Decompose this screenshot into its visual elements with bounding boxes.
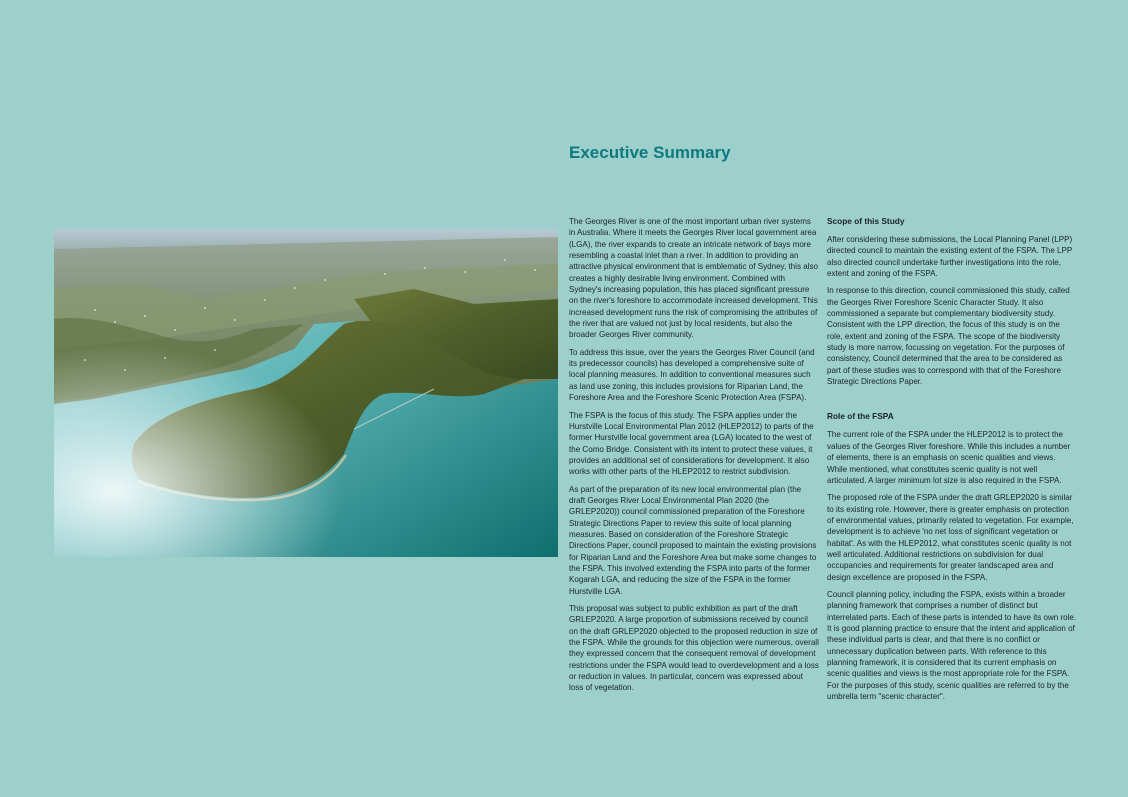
public-exhibition-paragraph: This proposal was subject to public exhibition as part of the draft GRLEP2020. A large proportion of submissions received by council on the draft GRLEP2020 objected to the proposed reduction in size of the FSPA. While the grounds for this objection were numerous, overall they expressed concern that the consequent removal of development restrictions under the FSPA would lead to overdevelopment and a loss or reduction in values. In particular, concern was expressed about loss of vegetation. bbox=[569, 604, 819, 693]
role-paragraph: The current role of the FSPA under the HLEP2012 is to protect the values of the Georges River foreshore. While this includes a number of elements, there is an emphasis on scenic qualities and views. While mentioned, what constitutes scenic quality is not well articulated. A larger minimum lot size is also required in the FSPA. bbox=[827, 430, 1071, 485]
scope-paragraph: In response to this direction, council commissioned this study, called the Georges River Foreshore Scenic Character Study. It also commissioned a separate but complementary biodiversity study. Consistent with the LPP direction, the focus of this study is on the role, extent and zoning of the FSPA. The scope of the biodiversity study is more narrow, focussing on vegetation. For the purposes of consistency, Council determined that the area to be considered as part of these studies was to correspond with that of the Foreshore Strategic Directions Paper. bbox=[827, 286, 1070, 387]
role-heading: Role of the FSPA bbox=[827, 411, 894, 422]
intro-paragraph: The Georges River is one of the most important urban river systems in Australia. Where it meets the Georges River local government area (LGA), the river expands to create an intricate network of bays more resembling a coastal inlet than a river. In addition to providing an attractive physical environment that is emblematic of Sydney, this also creates a highly desirable living environment. Combined with Sydney's increasing population, this has placed significant pressure on the river's foreshore to accommodate increased development. This increased development runs the risk of compromising the attributes of the river that are valued not just by local residents, but also the broader Georges River community. bbox=[569, 217, 818, 340]
grlep2020-paragraph: As part of the preparation of its new local environmental plan (the draft Georges River Local Environmental Plan 2020 (the GRLEP2020)) council commissioned preparation of the Foreshore Strategic Directions Paper to review this suite of local planning measures. Based on consideration of the Foreshore Strategic Directions Paper, council proposed to maintain the existing provisions for Riparian Land and the Foreshore Area but make some changes to the FSPA. This involved extending the FSPA into parts of the former Kogarah LGA, and reducing the size of the FSPA in the former Hurstville LGA. bbox=[569, 484, 817, 596]
left-text-column bbox=[569, 216, 819, 700]
scope-heading: Scope of this Study bbox=[827, 216, 905, 226]
role-paragraph: The proposed role of the FSPA under the draft GRLEP2020 is similar to its existing role. However, there is greater emphasis on protection of environmental values, primarily related to vegetation. For example, development is to achieve 'no net loss of significant vegetation or habitat'. As with the HLEP2012, what constitutes scenic quality is not well articulated. Additional restrictions on subdivision for dual occupancies and requirements for greater landscaped area and design excellence are proposed in the FSPA. bbox=[827, 493, 1074, 582]
right-text-column bbox=[827, 216, 1077, 708]
aerial-river-photo bbox=[54, 229, 558, 557]
scope-paragraph: After considering these submissions, the Local Planning Panel (LPP) directed council to maintain the existing extent of the FSPA. The LPP also directed council undertake further investigations into the role, extent and zoning of the FSPA. bbox=[827, 235, 1073, 279]
role-paragraph: Council planning policy, including the FSPA, exists within a broader planning framework that comprises a number of distinct but interrelated parts. Each of these parts is intended to have its own role. It is good planning practice to ensure that the intent and application of these individual parts is clear, and that there is no conflict or unnecessary duplication between parts. With reference to this planning framework, it is considered that its current emphasis on scenic qualities and views is the most appropriate role for the FSPA. For the purposes of this study, scenic qualities are referred to by the umbrella term "scenic character". bbox=[827, 589, 1077, 702]
page-title: Executive Summary bbox=[569, 143, 731, 162]
planning-measures-paragraph: To address this issue, over the years the Georges River Council (and its predecessor councils) has developed a comprehensive suite of local planning measures. In addition to conventional measures such as land use zoning, this includes provisions for Riparian Land, the Foreshore Area and the Foreshore Scenic Protection Area (FSPA). bbox=[569, 347, 815, 403]
fspa-focus-paragraph: The FSPA is the focus of this study. The FSPA applies under the Hurstville Local Environmental Plan 2012 (HLEP2012) to parts of the former Hurstville local government area (LGA) located to the west of the Como Bridge. Consistent with its intent to protect these values, it provides an additional set of considerations for development. It also works with other parts of the HLEP2012 to restrict subdivision. bbox=[569, 410, 814, 477]
